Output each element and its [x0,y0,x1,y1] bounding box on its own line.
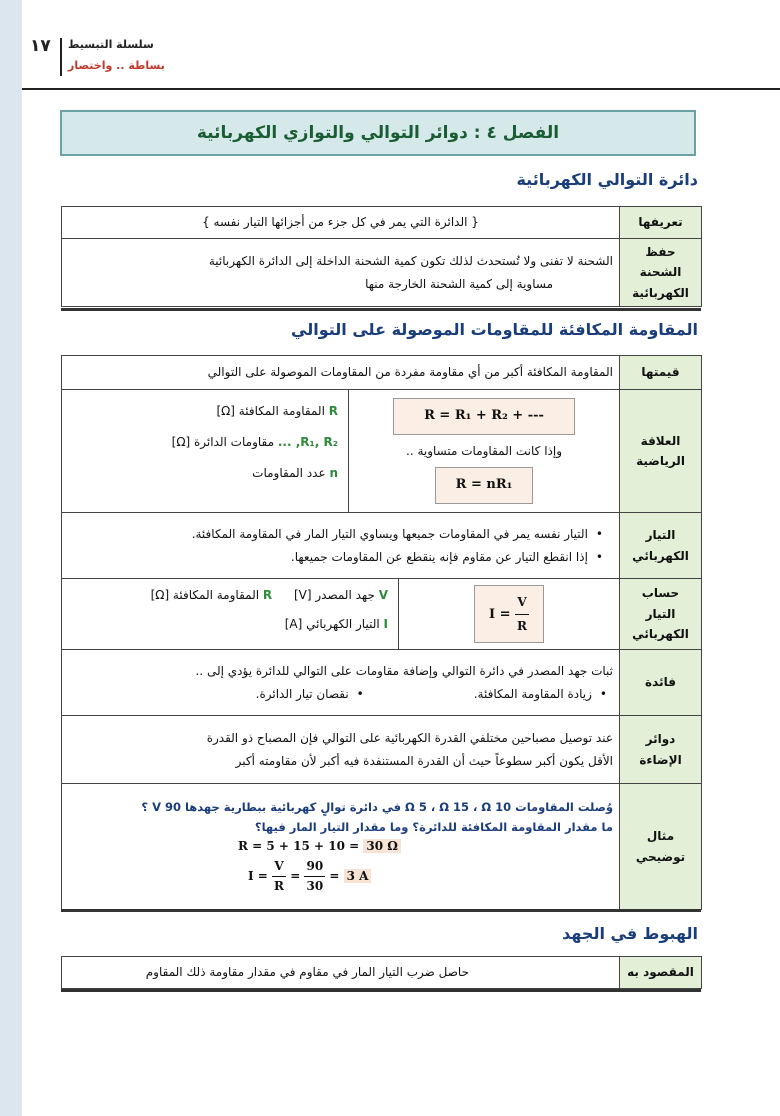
var-text: مقاومات الدائرة [Ω] [171,435,275,450]
row-label-benefit: فائدة [620,650,702,716]
header-separator [60,38,62,76]
section-heading-voltage-drop: الهبوط في الجهد [562,924,698,943]
var-text: عدد المقاومات [252,466,326,481]
var-row [62,458,338,489]
row-label-value: قيمتها [620,356,702,390]
formula-i-column [399,579,619,649]
fraction-denominator: R [274,878,285,893]
lighting-content [62,716,620,784]
var-row [62,396,338,427]
fraction [272,857,286,896]
benefit-intro: ثبات جهد المصدر في دائرة التوالي وإضافة مقاومات على التوالي للدائرة يؤدي إلى .. [195,663,613,678]
equation-result: 30 Ω [363,839,401,853]
table-row [62,650,702,716]
table-row [62,513,702,579]
table-row [62,957,702,989]
row-label-meaning: المقصود به [620,957,702,989]
var-symbol: R [328,404,338,418]
formula-current [474,585,544,644]
table-bottom-rule [61,909,701,912]
example-equation-2: I = $\frac{V}{R}$ = $\frac{90}{30}$ = 3 A [68,857,613,896]
current-content [62,513,620,579]
definition-content: { الدائرة التي يمر في كل جزء من أجزائها التيار نفسه } [62,207,620,239]
benefit-content [62,650,620,716]
charge-line-2: مساوية إلى كمية الشحنة الخارجة منها [365,276,553,291]
voltage-drop-content: حاصل ضرب التيار المار في مقاوم في مقدار مقاومة ذلك المقاوم [62,957,620,989]
fraction-numerator: V [272,857,286,877]
header-rule [22,88,780,90]
var-symbol: R₁, R₂, ... [277,435,338,450]
row-label-math: العلاقة الرياضية [620,390,702,513]
section-heading-series-circuit: دائرة التوالي الكهربائية [516,170,698,189]
table-row [62,390,702,513]
fraction-numerator: V [515,591,529,615]
example-question-2: ما مقدار المقاومة المكافئة للدائرة؟ وما مقدار التيار المار فيها؟ [254,820,613,835]
equal-resistors-note: وإذا كانت المقاومات متساوية .. [406,443,562,458]
var-text: جهد المصدر [V] [293,588,375,602]
current-bullet: • إذا انقطع التيار عن مقاوم فإنه ينقطع عن المقاومات جميعها. [68,546,603,569]
table-row [62,784,702,910]
table-row [62,356,702,390]
series-title: سلسلة التبسيط [68,38,154,51]
table-row [62,716,702,784]
series-subtitle: بساطة .. واختصار [68,59,165,72]
formula-equal: R = nR₁ [435,467,534,504]
row-label-current: التيار الكهربائي [620,513,702,579]
charge-conservation-content [62,239,620,307]
example-equation-1 [68,837,613,856]
series-circuit-table [61,206,702,307]
formula-sum: R = R₁ + R₂ + --- [393,398,575,435]
var-row [62,427,338,458]
lighting-line-2: الأقل يكون أكبر سطوعاً حيث أن القدرة المستنفدة فيه أكبر لأن مقاومته أكبر [235,753,613,768]
row-label-charge-conservation: حفظ الشحنة الكهربائية [620,239,702,307]
table-bottom-rule [61,308,701,311]
equation-lhs: R = 5 + 15 + 10 = [238,839,360,854]
row-label-lighting: دوائر الإضاءة [620,716,702,784]
var-text: المقاومة المكافئة [Ω] [216,404,325,418]
table-row [62,239,702,307]
left-sidebar-band [0,0,22,1116]
section-heading-equivalent-resistance: المقاومة المكافئة للمقاومات الموصولة على التوالي [291,320,698,339]
fraction [304,857,325,896]
row-label-example: مثال توضيحي [620,784,702,910]
chapter-title: الفصل ٤ : دوائر التوالي والتوازي الكهربائية [60,110,696,156]
row-label-definition: تعريفها [620,207,702,239]
table-row [62,207,702,239]
table-row [62,579,702,650]
example-content [62,784,620,910]
value-content: المقاومة المكافئة أكبر من أي مقاومة مفردة من المقاومات الموصولة على التوالي [62,356,620,390]
var-symbol: V [378,588,388,602]
lighting-line-1: عند توصيل مصباحين مختلفي القدرة الكهربائية على التوالي فإن المصباح ذو القدرة [206,730,613,745]
formula-column [349,390,619,512]
var-row [62,581,388,610]
example-question-1: وُصلت المقاومات Ω 5 ، Ω 15 ، Ω 10 في دائرة توالٍ كهربائية ببطارية جهدها V 90 ؟ [141,800,613,815]
var-text: التيار الكهربائي [A] [284,616,380,631]
var-symbol: I [383,616,388,631]
current-bullet: • التيار نفسه يمر في المقاومات جميعها ويساوي التيار المار في المقاومة المكافئة. [68,523,603,546]
math-content [62,390,620,513]
voltage-drop-table [61,956,702,989]
row-label-current-calc: حساب التيار الكهربائي [620,579,702,650]
benefit-bullet: • زيادة المقاومة المكافئة. [474,683,607,706]
formula-i-lhs: I = [489,606,511,622]
table-bottom-rule [61,989,701,992]
var-symbol: n [329,466,338,481]
formula-i-fraction [515,591,529,638]
variables-legend [62,390,349,512]
fraction-denominator: R [517,618,528,633]
var-row [62,610,388,639]
var-text: المقاومة المكافئة [Ω] [150,588,260,602]
var-symbol: R [262,588,273,602]
charge-line-1: الشحنة لا تفنى ولا تُستحدث لذلك تكون كمية الشحنة الداخلة إلى الدائرة الكهربائية [208,253,613,268]
equation-result: 3 A [344,869,372,883]
fraction-numerator: 90 [304,857,325,877]
current-calc-content [62,579,620,650]
equivalent-resistance-table [61,355,702,910]
fraction-denominator: 30 [306,878,324,893]
benefit-bullet: • نقصان تيار الدائرة. [256,683,364,706]
equation-lhs: I = [248,868,268,883]
page-number: ١٧ [30,36,51,56]
calc-variables [62,579,399,649]
